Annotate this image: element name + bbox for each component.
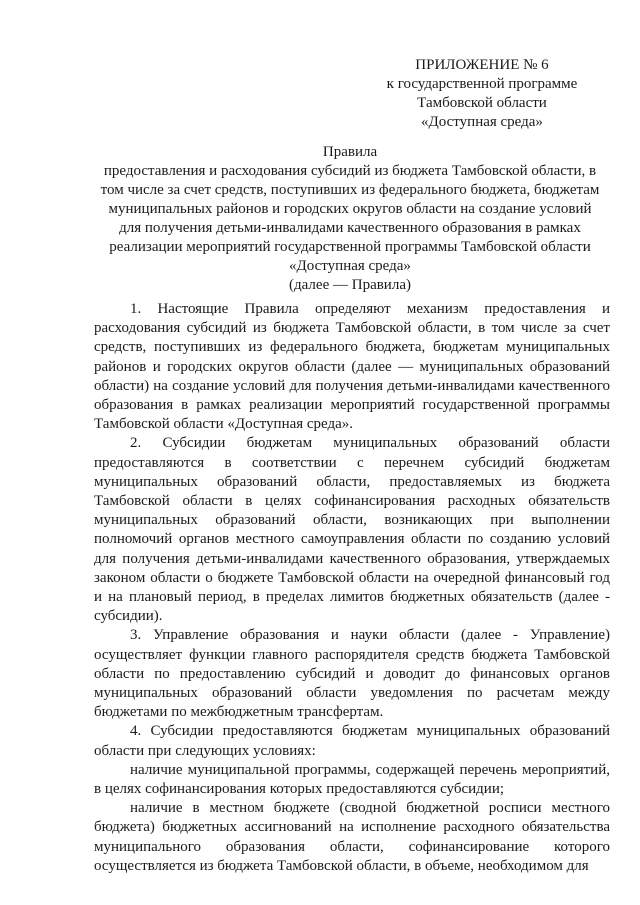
- title-line: «Доступная среда»: [289, 258, 411, 274]
- appendix-number: ПРИЛОЖЕНИЕ № 6: [415, 57, 549, 73]
- paragraph-1: 1. Настоящие Правила определяют механизм предоставления и расходования субсидий из бюджета Тамбовской области, в том числе за счет средств, поступивших из федерального бюджета, бюджетам муниципальных районов и городских округов области (далее — муниципальных образований области) на создание условий для получения детьми-инвалидами качественного образования в рамках реализации мероприятий государственной программы Тамбовской области «Доступная среда».: [94, 301, 610, 433]
- paragraph-4-condition-2: наличие в местном бюджете (сводной бюджетной росписи местного бюджета) бюджетных ассигнований на исполнение расходного обязательства муниципального образования области, софинансирование которого осуществляется из бюджета Тамбовской области, в объеме, необходимом для: [94, 800, 610, 874]
- appendix-header: [372, 56, 592, 132]
- document-body: [94, 300, 610, 876]
- title-line: предоставления и расходования субсидий из бюджета Тамбовской области, в: [103, 163, 597, 179]
- paragraph-3: 3. Управление образования и науки области (далее - Управление) осуществляет функции главного распорядителя средств бюджета Тамбовской области по предоставлению субсидий и доводит до финансовых органов муниципальных образований области уведомления по расчетам между бюджетами по межбюджетным трансфертам.: [94, 627, 610, 721]
- appendix-program-name: «Доступная среда»: [421, 114, 543, 130]
- title-line: (далее — Правила): [289, 277, 411, 293]
- title-line: для получения детьми-инвалидами качественного образования в рамках: [119, 220, 581, 236]
- appendix-region: Тамбовской области: [417, 95, 547, 111]
- title-line: том числе за счет средств, поступивших из федерального бюджета, бюджетам: [100, 182, 600, 198]
- appendix-program-ref: к государственной программе: [386, 76, 578, 92]
- title-line: муниципальных районов и городских округов области на создание условий: [108, 201, 592, 217]
- paragraph-4-condition-1: наличие муниципальной программы, содержащей перечень мероприятий, в целях софинансирования которых предоставляются субсидии;: [94, 761, 610, 798]
- title-line: реализации мероприятий государственной программы Тамбовской области: [109, 239, 591, 255]
- paragraph-2: 2. Субсидии бюджетам муниципальных образований области предоставляются в соответствии с перечнем субсидий бюджетам муниципальных образований области, предоставляемых из бюджета Тамбовской области в целях софинансирования расходных обязательств муниципальных образований области, возникающих при выполнении полномочий органов местного самоуправления области по созданию условий для получения детьми-инвалидами качественного образования, утверждаемых законом области о бюджете Тамбовской области на очередной финансовый год и на плановый период, в пределах лимитов бюджетных обязательств (далее - субсидии).: [94, 435, 610, 625]
- paragraph-4: 4. Субсидии предоставляются бюджетам муниципальных образований области при следующих условиях:: [94, 723, 610, 759]
- document-title: [60, 143, 640, 295]
- title-heading: Правила: [322, 144, 378, 160]
